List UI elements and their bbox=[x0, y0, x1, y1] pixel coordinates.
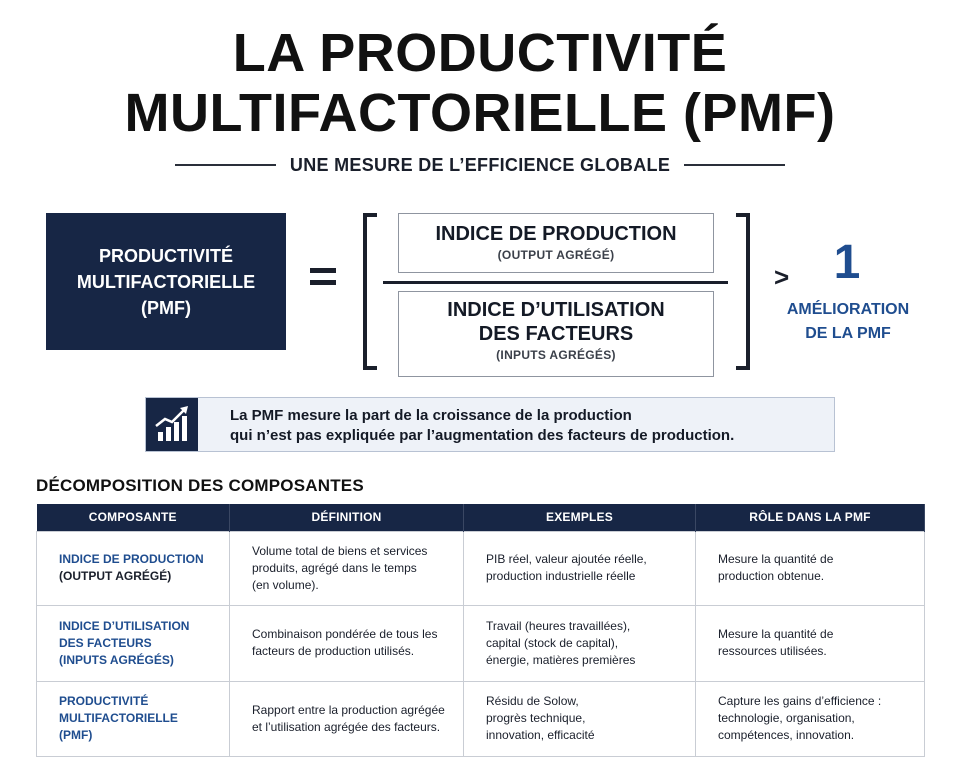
definition-line: Combinaison pondérée de tous les bbox=[252, 627, 438, 641]
role-line: production obtenue. bbox=[718, 569, 825, 583]
fraction-bar bbox=[383, 281, 728, 284]
pmf-box-line-3: (PMF) bbox=[141, 297, 191, 318]
header-composante: COMPOSANTE bbox=[37, 504, 230, 531]
definition-line: Volume total de biens et services bbox=[252, 543, 428, 558]
cell-exemples bbox=[464, 681, 696, 756]
composante-line: (OUTPUT AGRÉGÉ) bbox=[59, 569, 172, 583]
table-row bbox=[37, 531, 925, 605]
page-title-line-1: LA PRODUCTIVITÉ bbox=[232, 23, 728, 83]
definition-line: (en volume). bbox=[252, 577, 319, 592]
cell-exemples bbox=[464, 531, 696, 605]
exemples-line: énergie, matières premières bbox=[486, 652, 636, 667]
definition-line: et l’utilisation agrégée des facteurs. bbox=[252, 719, 441, 734]
exemples-line: Travail (heures travaillées), bbox=[486, 618, 631, 633]
subtitle-rule-left bbox=[175, 164, 276, 166]
cell-role bbox=[696, 681, 925, 756]
cell-role bbox=[696, 605, 925, 681]
right-bracket bbox=[736, 213, 750, 370]
cell-exemples bbox=[464, 605, 696, 681]
pmf-definition-box bbox=[46, 213, 286, 350]
pmf-box-line-1: PRODUCTIVITÉ bbox=[98, 245, 233, 266]
header-role: RÔLE DANS LA PMF bbox=[696, 504, 925, 531]
composante-line: (INPUTS AGRÉGÉS) bbox=[59, 652, 174, 667]
numerator-subtitle: (OUTPUT AGRÉGÉ) bbox=[497, 248, 615, 262]
header-definition: DÉFINITION bbox=[230, 504, 464, 531]
composante-line: MULTIFACTORIELLE (PMF) bbox=[59, 711, 178, 742]
equals-sign bbox=[310, 262, 344, 292]
role-line: Capture les gains d’efficience : bbox=[718, 694, 882, 708]
role-line: ressources utilisées. bbox=[718, 644, 827, 658]
role-line: Mesure la quantité de bbox=[718, 627, 834, 641]
pmf-note-callout bbox=[145, 397, 835, 452]
definition-line: Rapport entre la production agrégée bbox=[252, 702, 445, 717]
composante-line: INDICE DE PRODUCTION bbox=[59, 552, 204, 566]
role-line: compétences, innovation. bbox=[718, 728, 855, 742]
cell-composante bbox=[37, 681, 230, 756]
exemples-line: progrès technique, bbox=[486, 711, 586, 725]
exemples-line: PIB réel, valeur ajoutée réelle, bbox=[486, 552, 647, 566]
cell-composante bbox=[37, 605, 230, 681]
composante-line: PRODUCTIVITÉ bbox=[59, 694, 149, 708]
greater-than-sign: > bbox=[774, 262, 790, 292]
definition-line: facteurs de production utilisés. bbox=[252, 644, 415, 658]
denominator-title-2: DES FACTEURS bbox=[478, 323, 634, 345]
composante-line: DES FACTEURS bbox=[59, 635, 152, 650]
improvement-label bbox=[772, 298, 924, 346]
improvement-label-line-2: DE LA PMF bbox=[805, 325, 891, 342]
decomposition-table bbox=[36, 504, 925, 757]
cell-definition bbox=[230, 531, 464, 605]
note-text bbox=[230, 406, 734, 446]
section-title: DÉCOMPOSITION DES COMPOSANTES bbox=[36, 476, 364, 495]
exemples-line: Résidu de Solow, bbox=[486, 694, 579, 708]
cell-role bbox=[696, 531, 925, 605]
note-line-1: La PMF mesure la part de la croissance de la production bbox=[230, 407, 632, 424]
role-line: technologie, organisation, bbox=[718, 711, 855, 725]
growth-chart-icon bbox=[146, 398, 198, 451]
exemples-line: innovation, efficacité bbox=[486, 728, 595, 742]
header-exemples: EXEMPLES bbox=[464, 504, 696, 531]
improvement-label-line-1: AMÉLIORATION bbox=[786, 301, 910, 318]
denominator-box bbox=[398, 291, 714, 377]
role-line: Mesure la quantité de bbox=[718, 552, 834, 566]
left-bracket bbox=[363, 213, 377, 370]
cell-definition bbox=[230, 681, 464, 756]
denominator-title-1: INDICE D’UTILISATION bbox=[447, 299, 665, 321]
table-header-row bbox=[37, 504, 925, 531]
table-row bbox=[37, 605, 925, 681]
cell-composante bbox=[37, 531, 230, 605]
subtitle-rule-right bbox=[684, 164, 785, 166]
subtitle-row bbox=[175, 153, 785, 177]
cell-definition bbox=[230, 605, 464, 681]
exemples-line: production industrielle réelle bbox=[486, 569, 636, 583]
subtitle: UNE MESURE DE L’EFFICIENCE GLOBALE bbox=[289, 154, 671, 175]
composante-line: INDICE D’UTILISATION bbox=[59, 618, 190, 633]
exemples-line: capital (stock de capital), bbox=[486, 635, 619, 650]
numerator-box bbox=[398, 213, 714, 273]
page-title-line-2: MULTIFACTORIELLE (PMF) bbox=[124, 83, 836, 143]
table-row bbox=[37, 681, 925, 756]
numerator-title: INDICE DE PRODUCTION bbox=[435, 223, 677, 245]
definition-line: produits, agrégé dans le temps bbox=[252, 560, 417, 575]
note-line-2: qui n’est pas expliquée par l’augmentation des facteurs de production. bbox=[230, 427, 735, 444]
pmf-box-line-2: MULTIFACTORIELLE bbox=[76, 271, 256, 292]
denominator-subtitle: (INPUTS AGRÉGÉS) bbox=[496, 348, 616, 362]
threshold-value: 1 bbox=[833, 236, 861, 289]
